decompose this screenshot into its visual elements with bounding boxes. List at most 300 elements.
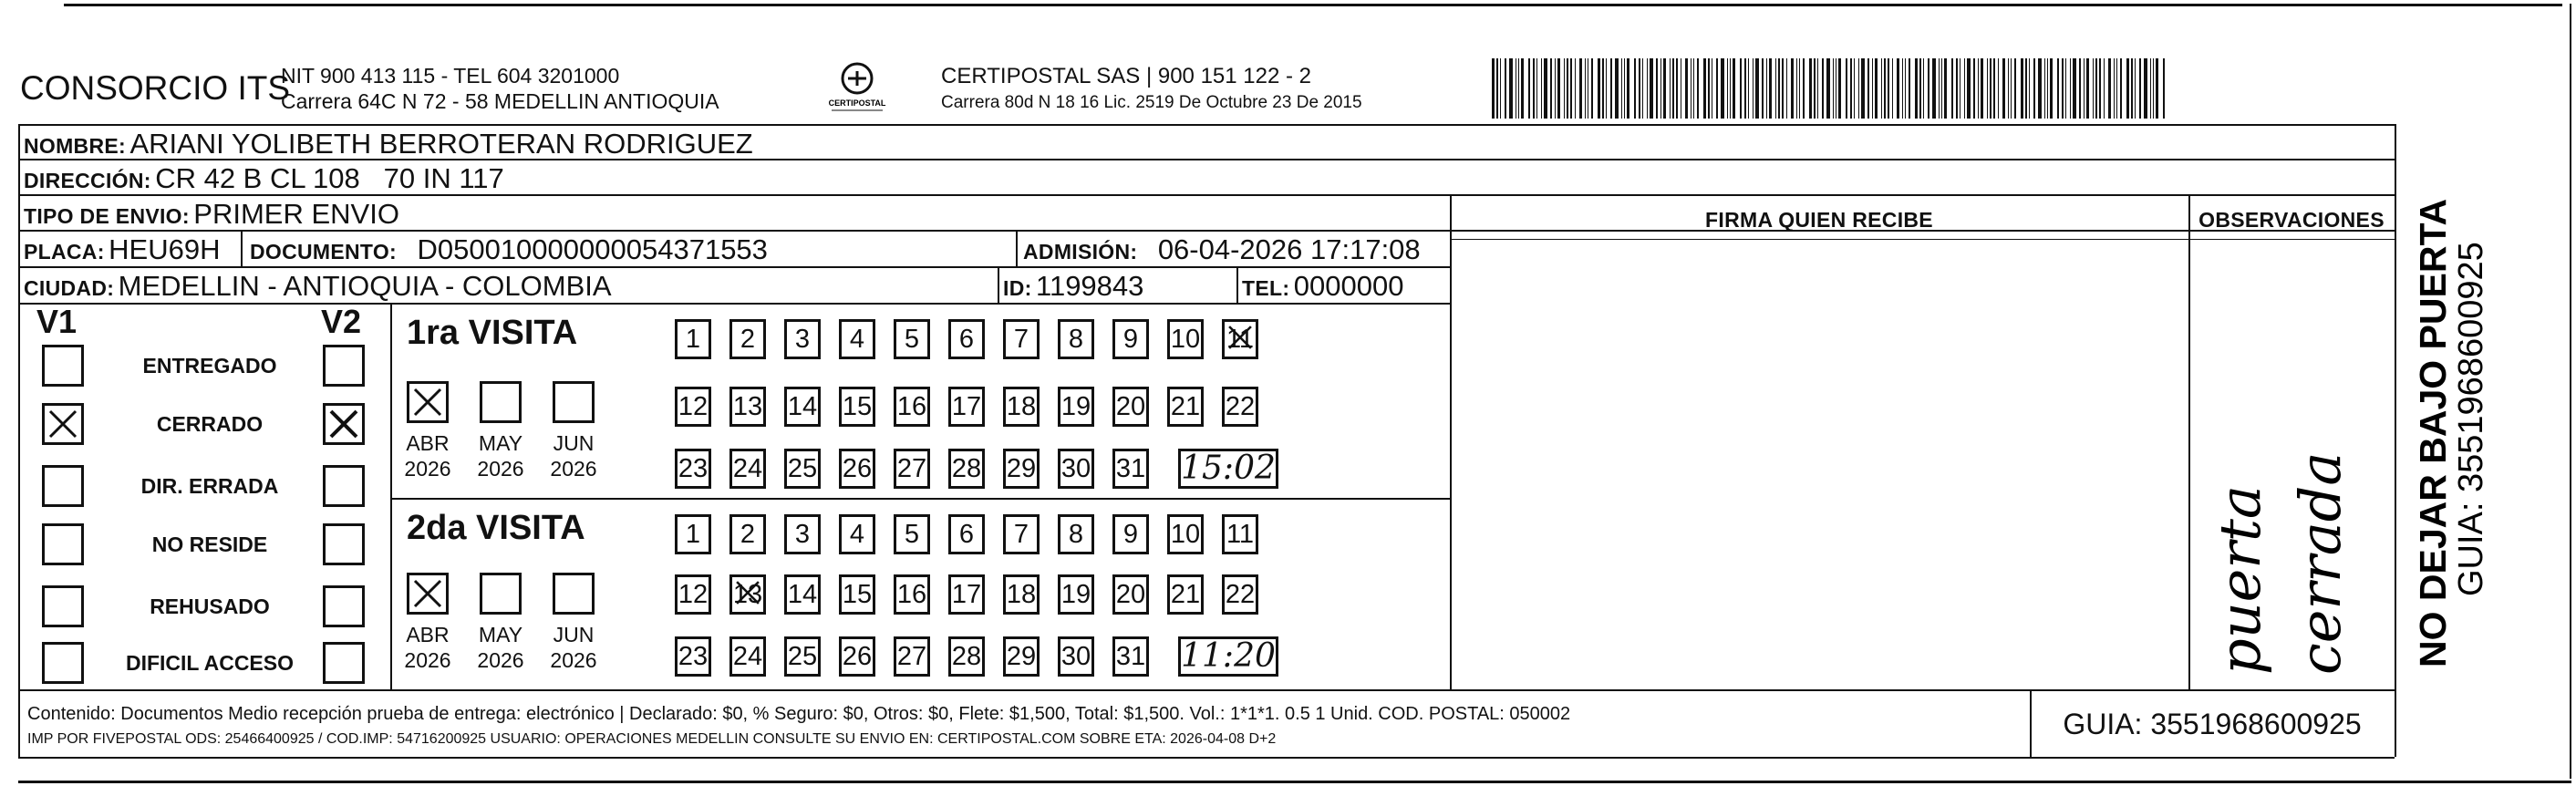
barcode-bar: [2120, 58, 2122, 119]
barcode-bar: [1978, 58, 1979, 119]
barcode-bar: [1867, 58, 1869, 119]
year-label: 2026: [550, 648, 597, 672]
barcode-bar: [1775, 58, 1776, 119]
v1-checkbox[interactable]: [42, 403, 84, 445]
right-border: [2570, 4, 2571, 779]
barcode-bar: [1492, 58, 1495, 119]
day-box[interactable]: 24: [729, 449, 766, 489]
status-option-label: DIR. ERRADA: [140, 474, 279, 498]
barcode-bar: [1602, 58, 1604, 119]
barcode-bar: [2079, 58, 2081, 119]
barcode-bar: [1557, 58, 1560, 119]
barcode-bar: [2002, 58, 2005, 119]
barcode-bar: [1703, 58, 1706, 119]
v2-checkbox[interactable]: [323, 523, 365, 565]
barcode-bar: [1993, 58, 1995, 119]
admision-value: 06-04-2026 17:17:08: [1157, 233, 1421, 265]
barcode-bar: [1740, 58, 1742, 119]
barcode-bar: [2139, 58, 2141, 119]
year-label: 2026: [404, 457, 451, 481]
barcode-bar: [2104, 58, 2105, 119]
barcode-bar: [1753, 58, 1754, 119]
direccion-value: CR 42 B CL 108 70 IN 117: [155, 162, 504, 194]
check-mark-icon: [1225, 322, 1256, 353]
day-box[interactable]: 1: [675, 514, 711, 554]
day-box[interactable]: 19: [1058, 387, 1094, 427]
status-option-label: ENTREGADO: [142, 354, 277, 377]
barcode-bar: [1650, 58, 1653, 119]
barcode-bar: [2070, 58, 2071, 119]
check-mark-icon: [732, 577, 763, 608]
day-box[interactable]: 16: [894, 574, 930, 615]
admision-cell: [1023, 233, 1421, 266]
documento-label: DOCUMENTO:: [250, 240, 398, 264]
day-box[interactable]: 16: [894, 387, 930, 427]
barcode-bar: [1888, 58, 1889, 119]
barcode-bar: [2025, 58, 2027, 119]
barcode-bar: [1598, 58, 1600, 119]
certipostal-logo: [821, 60, 894, 117]
barcode-bar: [1951, 58, 1953, 119]
barcode-bar: [1755, 58, 1759, 119]
tipo-envio-row: [24, 198, 399, 231]
tel-cell: [1242, 270, 1403, 303]
col-line: [2395, 124, 2396, 757]
row-line: [18, 124, 2395, 126]
v1-checkbox[interactable]: [42, 585, 84, 627]
barcode-bar: [1973, 58, 1975, 119]
status-option-label: CERRADO: [156, 412, 264, 436]
status-option-label: DIFICIL ACCESO: [125, 651, 294, 675]
barcode-bar: [1564, 58, 1565, 119]
day-box[interactable]: 21: [1167, 574, 1204, 615]
day-box[interactable]: 9: [1112, 514, 1149, 554]
tipo-envio-label: TIPO DE ENVIO:: [24, 204, 190, 228]
day-box[interactable]: 28: [948, 636, 985, 677]
barcode-bar: [1850, 58, 1852, 119]
day-box[interactable]: 29: [1003, 636, 1040, 677]
barcode-bar: [2062, 58, 2064, 119]
status-option-label: NO RESIDE: [151, 533, 268, 556]
barcode-bar: [1639, 58, 1640, 119]
barcode-bar: [1809, 58, 1812, 119]
barcode-bar: [1846, 58, 1847, 119]
day-box[interactable]: 19: [1058, 574, 1094, 615]
barcode-bar: [1762, 58, 1764, 119]
barcode-bar: [1575, 58, 1576, 119]
check-mark-icon: [409, 384, 446, 420]
id-value: 1199843: [1036, 270, 1144, 302]
day-box[interactable]: 2: [729, 514, 766, 554]
barcode-bar: [2144, 58, 2147, 119]
barcode-bar: [1778, 58, 1780, 119]
month-label: MAY: [478, 623, 523, 646]
documento-cell: [250, 233, 768, 266]
barcode-bar: [2050, 58, 2053, 119]
day-box[interactable]: 1: [675, 319, 711, 359]
day-box[interactable]: 20: [1112, 574, 1149, 615]
day-box[interactable]: 2: [729, 319, 766, 359]
company-nit: NIT 900 413 115 - TEL 604 3201000: [281, 64, 620, 88]
v2-checkbox[interactable]: [323, 403, 365, 445]
visit1-title: 1ra VISITA: [407, 314, 578, 352]
barcode-bar: [1915, 58, 1918, 119]
check-mark-icon: [326, 406, 362, 442]
barcode-bar: [1634, 58, 1636, 119]
company-address: Carrera 64C N 72 - 58 MEDELLIN ANTIOQUIA: [281, 89, 719, 113]
logo-text: CERTIPOSTAL: [828, 98, 886, 108]
barcode-bar: [1708, 58, 1710, 119]
day-box[interactable]: 22: [1222, 387, 1258, 427]
barcode-bar: [2014, 58, 2016, 119]
year-label: 2026: [477, 457, 524, 481]
day-box[interactable]: 11: [1222, 514, 1258, 554]
barcode-bar: [1919, 58, 1921, 119]
v1-checkbox[interactable]: [42, 523, 84, 565]
barcode-bar: [2073, 58, 2076, 119]
footer-contenido: Contenido: Documentos Medio recepción prueba de entrega: electrónico | Declarado: $0, % Seguro: $0, Otros: $0, Flete: $1,500, Total: $1,500. Vol.: 1*1*1. 0.5 1 Unid. COD. POSTAL: 050002: [27, 704, 1571, 724]
col-line: [1450, 194, 1452, 689]
barcode-bar: [1796, 58, 1797, 119]
day-box[interactable]: 17: [948, 387, 985, 427]
barcode-bar: [2084, 58, 2085, 119]
day-box[interactable]: 27: [894, 636, 930, 677]
barcode-bar: [1786, 58, 1787, 119]
barcode-bar: [2163, 58, 2165, 119]
barcode-bar: [1990, 58, 1991, 119]
barcode-bar: [1838, 58, 1841, 119]
month-label: JUN: [553, 431, 595, 455]
side-guia: GUIA: 3551968600925: [2452, 242, 2490, 596]
observaciones-header: OBSERVACIONES: [2198, 208, 2385, 232]
v2-checkbox[interactable]: [323, 642, 365, 684]
visit-time: 15:02: [1178, 449, 1278, 489]
year-label: 2026: [404, 648, 451, 672]
barcode-bar: [1881, 58, 1882, 119]
month-label: ABR: [406, 623, 450, 646]
barcode-bar: [1550, 58, 1552, 119]
visit2-title: 2da VISITA: [407, 509, 585, 547]
note-line-2: cerrada: [2287, 451, 2354, 675]
barcode-bar: [1748, 58, 1749, 119]
admision-label: ADMISIÓN:: [1023, 240, 1138, 264]
barcode-bar: [1782, 58, 1784, 119]
barcode-bar: [1875, 58, 1878, 119]
side-guia-box: [2444, 164, 2498, 620]
col-line: [241, 230, 243, 266]
barcode-bar: [1892, 58, 1893, 119]
barcode-bar: [1606, 58, 1607, 119]
barcode-bar: [1528, 58, 1530, 119]
day-box[interactable]: 14: [784, 574, 821, 615]
tel-value: 0000000: [1293, 270, 1404, 302]
v2-checkbox[interactable]: [323, 465, 365, 507]
month-checkbox[interactable]: [480, 573, 522, 615]
barcode-bar: [1833, 58, 1834, 119]
barcode-bar: [1693, 58, 1694, 119]
barcode-bar: [2011, 58, 2012, 119]
v2-checkbox[interactable]: [323, 585, 365, 627]
month-checkbox[interactable]: [480, 381, 522, 423]
direccion-label: DIRECCIÓN:: [24, 169, 151, 192]
id-label: ID:: [1003, 276, 1032, 300]
barcode-bar: [1858, 58, 1859, 119]
barcode-bar: [1591, 58, 1593, 119]
nombre-value: ARIANI YOLIBETH BERROTERAN RODRIGUEZ: [129, 128, 753, 160]
barcode-bar: [1570, 58, 1572, 119]
barcode-bar: [1663, 58, 1666, 119]
month-checkbox[interactable]: [553, 573, 595, 615]
barcode-bar: [1998, 58, 1999, 119]
day-box[interactable]: 12: [675, 574, 711, 615]
day-box[interactable]: 13: [729, 387, 766, 427]
barcode-bar: [1928, 58, 1929, 119]
barcode-bar: [1509, 58, 1513, 119]
day-box[interactable]: 10: [1167, 514, 1204, 554]
status-option-label: REHUSADO: [150, 595, 270, 618]
col-line: [1236, 266, 1238, 303]
barcode-bar: [1981, 58, 1983, 119]
row-line: [2188, 239, 2395, 240]
observaciones-handwriting: [2198, 274, 2389, 684]
barcode-bar: [1939, 58, 1940, 119]
day-box[interactable]: 5: [894, 514, 930, 554]
note-line-1: puerta: [2207, 485, 2273, 675]
v2-header: V2: [321, 303, 362, 340]
nombre-label: NOMBRE:: [24, 134, 126, 158]
barcode-bar: [1861, 58, 1865, 119]
day-box[interactable]: 5: [894, 319, 930, 359]
day-box[interactable]: 15: [839, 387, 875, 427]
day-box[interactable]: 18: [1003, 574, 1040, 615]
month-checkbox[interactable]: [407, 573, 449, 615]
barcode-bar: [1944, 58, 1947, 119]
day-box[interactable]: 31: [1112, 636, 1149, 677]
barcode-bar: [2126, 58, 2129, 119]
v1-checkbox[interactable]: [42, 345, 84, 387]
day-box[interactable]: 7: [1003, 514, 1040, 554]
barcode-bar: [2029, 58, 2030, 119]
day-box[interactable]: 25: [784, 636, 821, 677]
day-box[interactable]: 31: [1112, 449, 1149, 489]
day-box[interactable]: 30: [1058, 636, 1094, 677]
day-box[interactable]: 23: [675, 449, 711, 489]
barcode-bar: [1799, 58, 1800, 119]
barcode-bar: [1872, 58, 1873, 119]
day-box[interactable]: 14: [784, 387, 821, 427]
placa-cell: [24, 233, 220, 266]
barcode-bar: [1791, 58, 1794, 119]
v1-checkbox[interactable]: [42, 465, 84, 507]
barcode-bar: [2108, 58, 2111, 119]
col-line: [2188, 194, 2190, 689]
day-box[interactable]: 20: [1112, 387, 1149, 427]
col-line: [1016, 230, 1018, 266]
barcode-bar: [1803, 58, 1805, 119]
day-box[interactable]: 18: [1003, 387, 1040, 427]
barcode-bar: [2047, 58, 2048, 119]
barcode-bar: [1647, 58, 1648, 119]
barcode-bar: [1744, 58, 1746, 119]
day-box[interactable]: 8: [1058, 319, 1094, 359]
day-box[interactable]: 22: [1222, 574, 1258, 615]
barcode-bar: [1585, 58, 1586, 119]
barcode-bar: [1579, 58, 1582, 119]
barcode-bar: [1902, 58, 1903, 119]
barcode-bar: [2093, 58, 2094, 119]
row-line: [1450, 239, 2188, 240]
barcode-bar: [1642, 58, 1643, 119]
day-box[interactable]: 8: [1058, 514, 1094, 554]
day-box[interactable]: 4: [839, 514, 875, 554]
day-box[interactable]: 7: [1003, 319, 1040, 359]
barcode-bar: [1624, 58, 1625, 119]
tipo-envio-value: PRIMER ENVIO: [193, 198, 399, 230]
check-mark-icon: [409, 575, 446, 612]
side-warning: NO DEJAR BAJO PUERTA: [2412, 198, 2454, 667]
day-box[interactable]: 15: [839, 574, 875, 615]
barcode-bar: [1496, 58, 1498, 119]
day-box[interactable]: 3: [784, 514, 821, 554]
certipostal-license: Carrera 80d N 18 16 Lic. 2519 De Octubre 23 De 2015: [941, 93, 1362, 112]
v1-header: V1: [36, 303, 78, 340]
barcode-bar: [2114, 58, 2115, 119]
day-box[interactable]: 26: [839, 636, 875, 677]
company-name: CONSORCIO ITS: [20, 69, 291, 107]
day-box[interactable]: 24: [729, 636, 766, 677]
day-box[interactable]: 21: [1167, 387, 1204, 427]
day-box[interactable]: 3: [784, 319, 821, 359]
day-box[interactable]: 17: [948, 574, 985, 615]
barcode-bar: [1685, 58, 1688, 119]
day-box[interactable]: 6: [948, 319, 985, 359]
barcode-bar: [1884, 58, 1886, 119]
month-label: JUN: [553, 623, 595, 646]
placa-label: PLACA:: [24, 240, 105, 264]
ciudad-label: CIUDAD:: [24, 276, 115, 300]
firma-header: FIRMA QUIEN RECIBE: [1705, 208, 1933, 232]
barcode-bar: [1854, 58, 1855, 119]
barcode-bar: [2150, 58, 2151, 119]
day-box[interactable]: 12: [675, 387, 711, 427]
v1-checkbox[interactable]: [42, 642, 84, 684]
barcode-bar: [1733, 58, 1735, 119]
barcode-bar: [1521, 58, 1524, 119]
row-line: [390, 498, 1450, 500]
barcode: [1492, 58, 2172, 119]
month-label: MAY: [478, 431, 523, 455]
barcode-bar: [1555, 58, 1556, 119]
barcode-bar: [1533, 58, 1535, 119]
top-border: [64, 4, 2562, 6]
barcode-bar: [2135, 58, 2136, 119]
v2-checkbox[interactable]: [323, 345, 365, 387]
barcode-bar: [1967, 58, 1971, 119]
barcode-bar: [1536, 58, 1537, 119]
row-line: [18, 266, 1450, 268]
month-checkbox[interactable]: [553, 381, 595, 423]
day-box[interactable]: 4: [839, 319, 875, 359]
day-box[interactable]: 11: [1222, 319, 1258, 359]
day-box[interactable]: 9: [1112, 319, 1149, 359]
barcode-bar: [1817, 58, 1818, 119]
barcode-bar: [1769, 58, 1772, 119]
barcode-bar: [1670, 58, 1671, 119]
direccion-row: [24, 162, 504, 195]
day-box[interactable]: 10: [1167, 319, 1204, 359]
barcode-bar: [1730, 58, 1731, 119]
barcode-bar: [2044, 58, 2045, 119]
barcode-bar: [2153, 58, 2154, 119]
barcode-bar: [1987, 58, 1988, 119]
barcode-bar: [1721, 58, 1724, 119]
month-checkbox[interactable]: [407, 381, 449, 423]
day-box[interactable]: 23: [675, 636, 711, 677]
col-line: [998, 266, 999, 303]
row-line: [18, 303, 1450, 305]
barcode-bar: [1518, 58, 1519, 119]
barcode-bar: [1672, 58, 1674, 119]
ciudad-cell: [24, 270, 612, 303]
barcode-bar: [1676, 58, 1678, 119]
day-box[interactable]: 30: [1058, 449, 1094, 489]
documento-value: D050010000000054371553: [417, 233, 768, 265]
barcode-bar: [2099, 58, 2101, 119]
barcode-bar: [1627, 58, 1629, 119]
barcode-bar: [2131, 58, 2133, 119]
check-mark-icon: [45, 406, 81, 442]
col-line: [390, 303, 392, 689]
day-box[interactable]: 13: [729, 574, 766, 615]
barcode-bar: [1505, 58, 1506, 119]
barcode-bar: [1956, 58, 1958, 119]
year-label: 2026: [477, 648, 524, 672]
barcode-bar: [1766, 58, 1767, 119]
barcode-bar: [1610, 58, 1612, 119]
barcode-bar: [1621, 58, 1622, 119]
barcode-bar: [2038, 58, 2042, 119]
day-box[interactable]: 29: [1003, 449, 1040, 489]
barcode-bar: [2156, 58, 2158, 119]
footer-imp: IMP POR FIVEPOSTAL ODS: 25466400925 / COD.IMP: 54716200925 USUARIO: OPERACIONES MEDELLIN CONSULTE SU ENVIO EN: CERTIPOSTAL.COM SOBRE ETA: 2026-04-08 D+2: [27, 731, 1277, 747]
barcode-bar: [1826, 58, 1830, 119]
tel-label: TEL:: [1242, 276, 1290, 300]
barcode-bar: [2033, 58, 2035, 119]
day-box[interactable]: 25: [784, 449, 821, 489]
barcode-bar: [2095, 58, 2097, 119]
barcode-bar: [1716, 58, 1718, 119]
barcode-bar: [2057, 58, 2059, 119]
barcode-bar: [2021, 58, 2023, 119]
barcode-bar: [1932, 58, 1936, 119]
barcode-bar: [1544, 58, 1547, 119]
barcode-bar: [1660, 58, 1661, 119]
barcode-bar: [1727, 58, 1728, 119]
day-box[interactable]: 6: [948, 514, 985, 554]
bottom-border: [18, 781, 2571, 783]
barcode-bar: [2116, 58, 2117, 119]
day-box[interactable]: 26: [839, 449, 875, 489]
barcode-bar: [1905, 58, 1906, 119]
barcode-bar: [1615, 58, 1619, 119]
day-box[interactable]: 27: [894, 449, 930, 489]
row-line: [18, 757, 2395, 759]
day-box[interactable]: 28: [948, 449, 985, 489]
nombre-row: [24, 128, 753, 160]
barcode-bar: [1822, 58, 1824, 119]
placa-value: HEU69H: [109, 233, 221, 265]
barcode-bar: [1964, 58, 1965, 119]
